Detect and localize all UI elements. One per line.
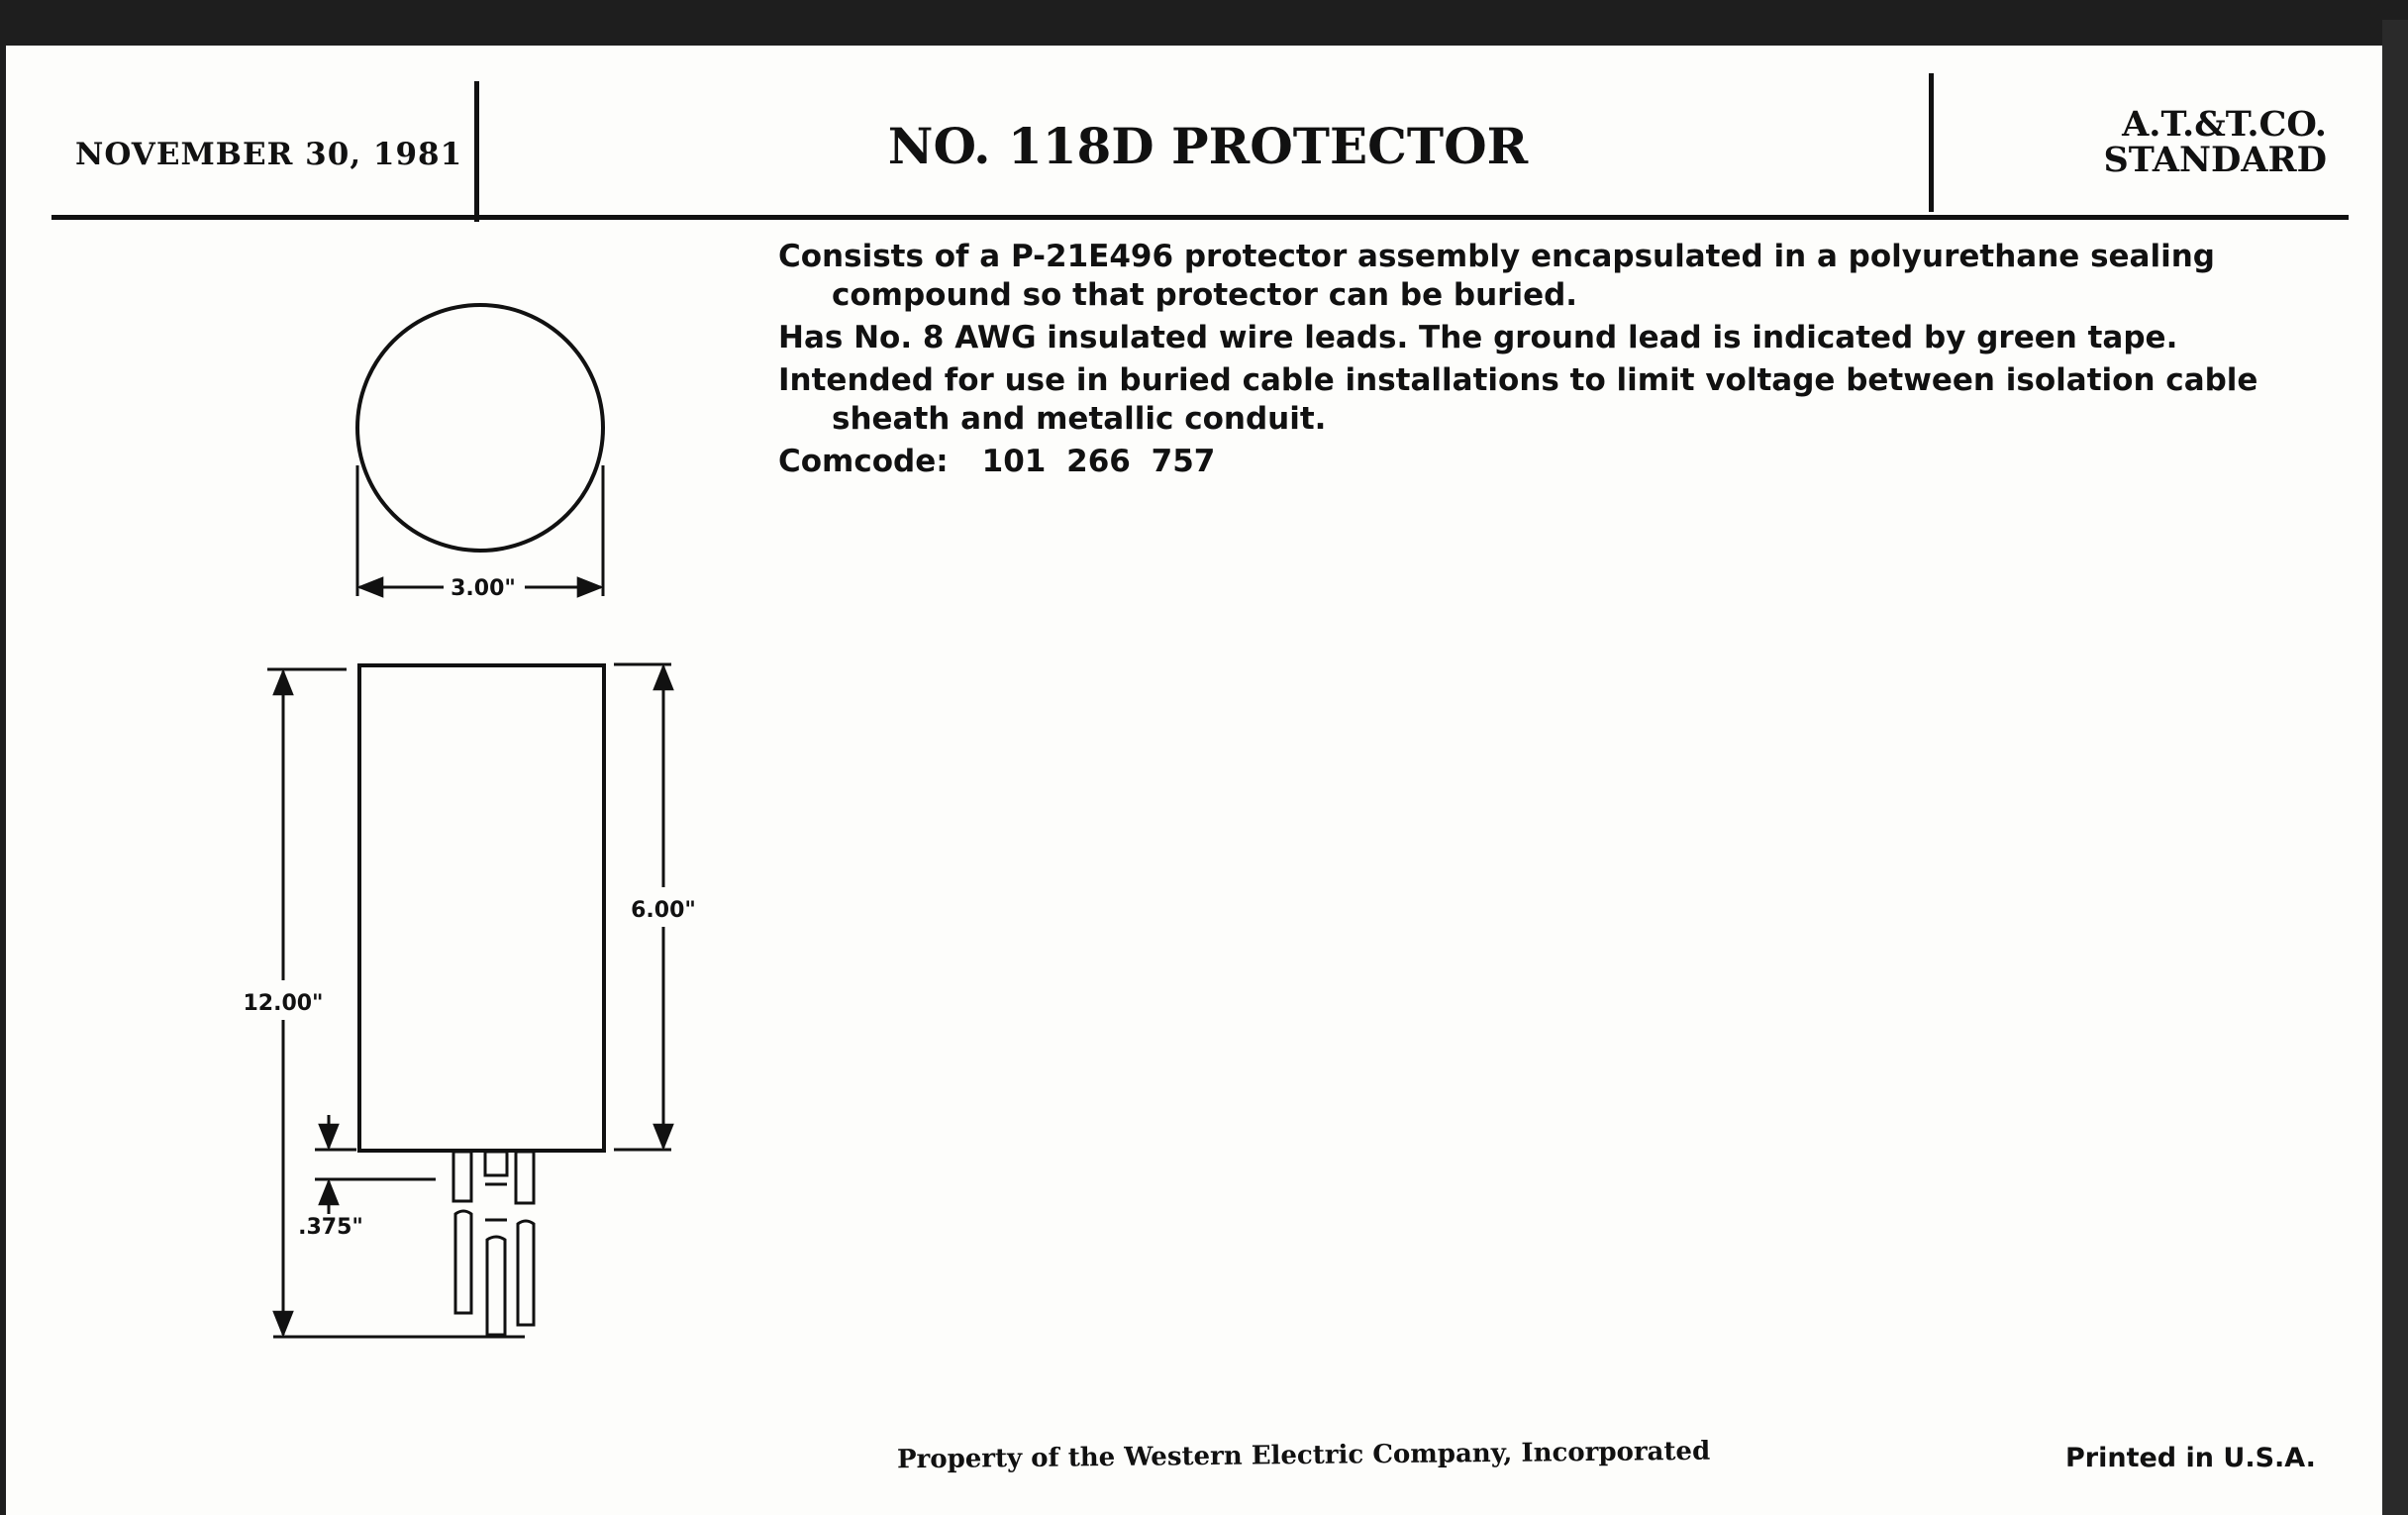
diameter-label: 3.00" (451, 576, 516, 601)
wire-lead (518, 1221, 534, 1325)
length-label: 12.00" (243, 991, 324, 1016)
gap-label: .375" (298, 1215, 363, 1240)
standard-line-1: A.T.&T.CO. (2122, 104, 2327, 145)
height-label: 6.00" (631, 898, 696, 923)
end-view-circle (357, 305, 603, 551)
description-paragraph: Consists of a P-21E496 protector assembly encapsulated in a polyurethane sealing compound so that protector can be buried. (778, 239, 2215, 313)
wire-lead-break (485, 1184, 507, 1220)
wire-lead-stub (453, 1152, 471, 1201)
standard-line-2: STANDARD (2103, 140, 2327, 180)
wire-lead (455, 1211, 471, 1313)
wire-lead (487, 1237, 505, 1335)
page-title: NO. 118D PROTECTOR (887, 117, 1529, 175)
wire-lead-stub (516, 1152, 534, 1203)
description-paragraph: Has No. 8 AWG insulated wire leads. The ground lead is indicated by green tape. (778, 320, 2178, 355)
side-view-body (359, 665, 604, 1151)
description-paragraph: Intended for use in buried cable installations to limit voltage between isolation cable sheath and metallic conduit. (778, 362, 2258, 437)
printed-notice: Printed in U.S.A. (2065, 1443, 2316, 1473)
header-date: NOVEMBER 30, 1981 (75, 137, 463, 172)
wire-lead-stub (485, 1152, 507, 1175)
property-notice: Property of the Western Electric Company, Incorporated (896, 1436, 1711, 1475)
comcode-value: 101 266 757 (981, 444, 1216, 479)
comcode-label: Comcode: (778, 444, 949, 479)
